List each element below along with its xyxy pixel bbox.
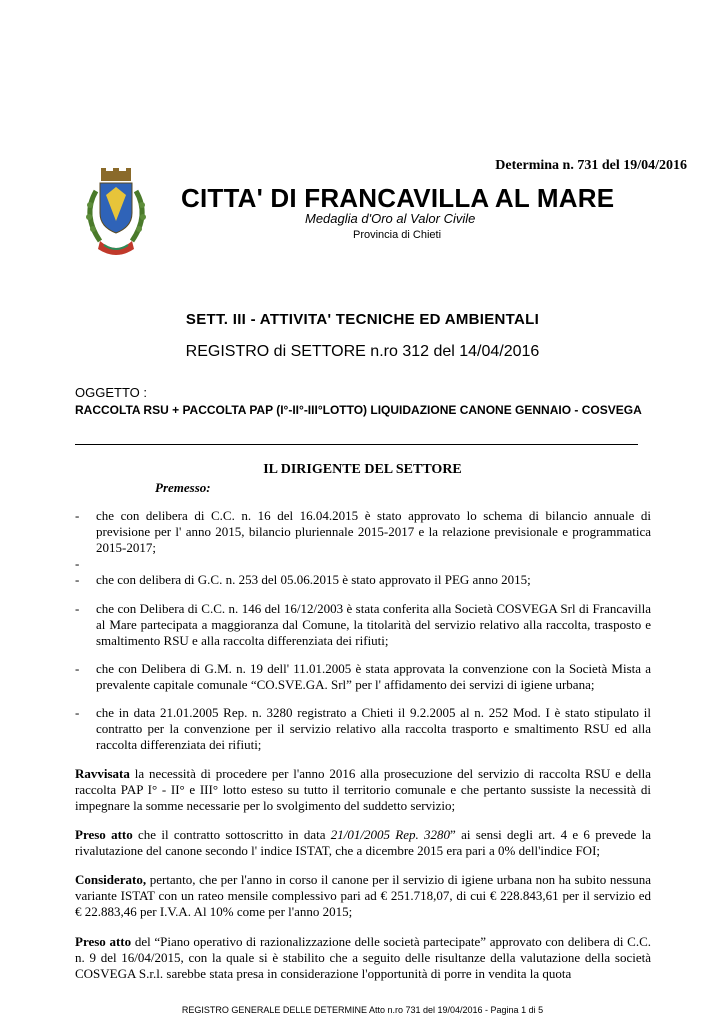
list-item-text: che con Delibera di C.C. n. 146 del 16/12/2003 è stata conferita alla Società COSVEGA Srl di Francavilla al Mare partecipata a maggioranza dal Comune, la titolarità del servizio relativo alla raccolta, trasposto e smaltimento RSU e alla raccolta differenziata dei rifiuti; (96, 601, 651, 648)
paragraph-ravvisata (75, 766, 651, 814)
subject-text: RACCOLTA RSU + PACCOLTA PAP (I°-II°-III°LOTTO) LIQUIDAZIONE CANONE GENNAIO - COSVEGA (75, 403, 642, 417)
list-item-text: che con Delibera di G.M. n. 19 dell' 11.01.2005 è stata approvata la convenzione con la Società Mista a prevalente capitale comunale “CO.SVE.GA. Srl” per l' affidamento dei servizi di igiene urbana; (96, 661, 651, 692)
list-item-text: che in data 21.01.2005 Rep. n. 3280 registrato a Chieti il 9.2.2005 al n. 252 Mod. I è stato stipulato il contratto per la convenzione per il servizio relativo alla raccolta trasporto e smaltimento RSU ed alla raccolta differenziata dei rifiuti; (96, 705, 651, 752)
medal-subtitle: Medaglia d'Oro al Valor Civile (305, 211, 476, 226)
sector-heading: SETT. III - ATTIVITA' TECNICHE ED AMBIENTALI (185, 311, 540, 328)
subject-label: OGGETTO : (75, 385, 147, 400)
list-item: - che con Delibera di C.C. n. 146 del 16/12/2003 è stata conferita alla Società COSVEGA Srl di Francavilla al Mare partecipata a maggioranza dal Comune, la titolarità del servizio relativo alla raccolta, trasposto e smaltimento RSU e alla raccolta differenziata dei rifiuti; (75, 601, 651, 648)
paragraph-text: ” ai sensi degli art. 4 e 6 prevede la rivalutazione del canone secondo l' indice ISTAT, che a dicembre 2015 era pari a 0% dell'indice FOI; (75, 827, 651, 858)
list-item-text: che con delibera di G.C. n. 253 del 05.06.2015 è stato approvato il PEG anno 2015; (96, 572, 531, 587)
director-heading: IL DIRIGENTE DEL SETTORE (263, 462, 462, 477)
paragraph-text: del “Piano operativo di razionalizzazione delle società partecipate” approvato con delibera di C.C. n. 9 del 16/04/2015, con la quale si è stabilito che a seguito delle risultanze della valutazione della società COSVEGA S.r.l. sarebbe stata presa in considerazione l'opportunità di porre in vendita la quota (75, 934, 651, 981)
list-item-text: che con delibera di C.C. n. 16 del 16.04.2015 è stato approvato lo schema di bilancio annuale di previsione per l' anno 2015, bilancio pluriennale 2015-2017 e la relazione previsionale e programmatica 2015-2017; (96, 508, 651, 555)
city-name: CITTA' DI FRANCAVILLA AL MARE (181, 183, 615, 213)
page-footer: REGISTRO GENERALE DELLE DETERMINE Atto n.ro 731 del 19/04/2016 - Pagina 1 di 5 (181, 1005, 544, 1015)
city-crest-logo (76, 165, 156, 260)
paragraph-lead: Preso atto (75, 827, 133, 842)
paragraph-lead: Preso atto (75, 934, 132, 949)
paragraph-lead: Considerato, (75, 872, 147, 887)
list-item: - che in data 21.01.2005 Rep. n. 3280 registrato a Chieti il 9.2.2005 al n. 252 Mod. I è stato stipulato il contratto per la convenzione per il servizio relativo alla raccolta trasporto e smaltimento RSU ed alla raccolta differenziata dei rifiuti; (75, 705, 651, 752)
paragraph-text: la necessità di procedere per l'anno 2016 alla prosecuzione del servizio di raccolta RSU e della raccolta PAP I° - II° e III° lotto esteso su tutto il territorio comunale e che pertanto sussiste la necessità di impegnare la somme necessarie per lo svolgimento del suddetto servizio; (75, 766, 651, 813)
divider-rule (75, 444, 638, 445)
paragraph-text: pertanto, che per l'anno in corso il canone per il servizio di igiene urbana non ha subito nessuna variante ISTAT con un rateo mensile complessivo pari ad € 251.718,07, di cui € 228.843,61 per il servizio ed € 22.883,46 per I.V.A. Al 10% come per l'anno 2015; (75, 872, 651, 919)
register-line: REGISTRO di SETTORE n.ro 312 del 14/04/2016 (185, 343, 540, 360)
determina-reference: Determina n. 731 del 19/04/2016 (495, 158, 687, 173)
paragraph-text: che il contratto sottoscritto in data (132, 827, 331, 842)
list-item: - che con delibera di C.C. n. 16 del 16.04.2015 è stato approvato lo schema di bilancio annuale di previsione per l' anno 2015, bilancio pluriennale 2015-2017 e la relazione previsionale e programmatica 2015-2017; (75, 508, 651, 555)
premesso-label: Premesso: (155, 480, 211, 495)
paragraph-italic: 21/01/2005 Rep. 3280 (330, 827, 451, 842)
list-item: - che con Delibera di G.M. n. 19 dell' 11.01.2005 è stata approvata la convenzione con la Società Mista a prevalente capitale comunale “CO.SVE.GA. Srl” per l' affidamento dei servizi di igiene urbana; (75, 661, 651, 692)
paragraph-preso-atto (75, 827, 651, 859)
paragraph-lead: Ravvisata (75, 766, 130, 781)
paragraph-considerato (75, 872, 651, 920)
list-item: - che con delibera di G.C. n. 253 del 05.06.2015 è stato approvato il PEG anno 2015; (75, 572, 651, 588)
province-label: Provincia di Chieti (353, 229, 442, 241)
paragraph-preso-atto-2 (75, 934, 651, 982)
